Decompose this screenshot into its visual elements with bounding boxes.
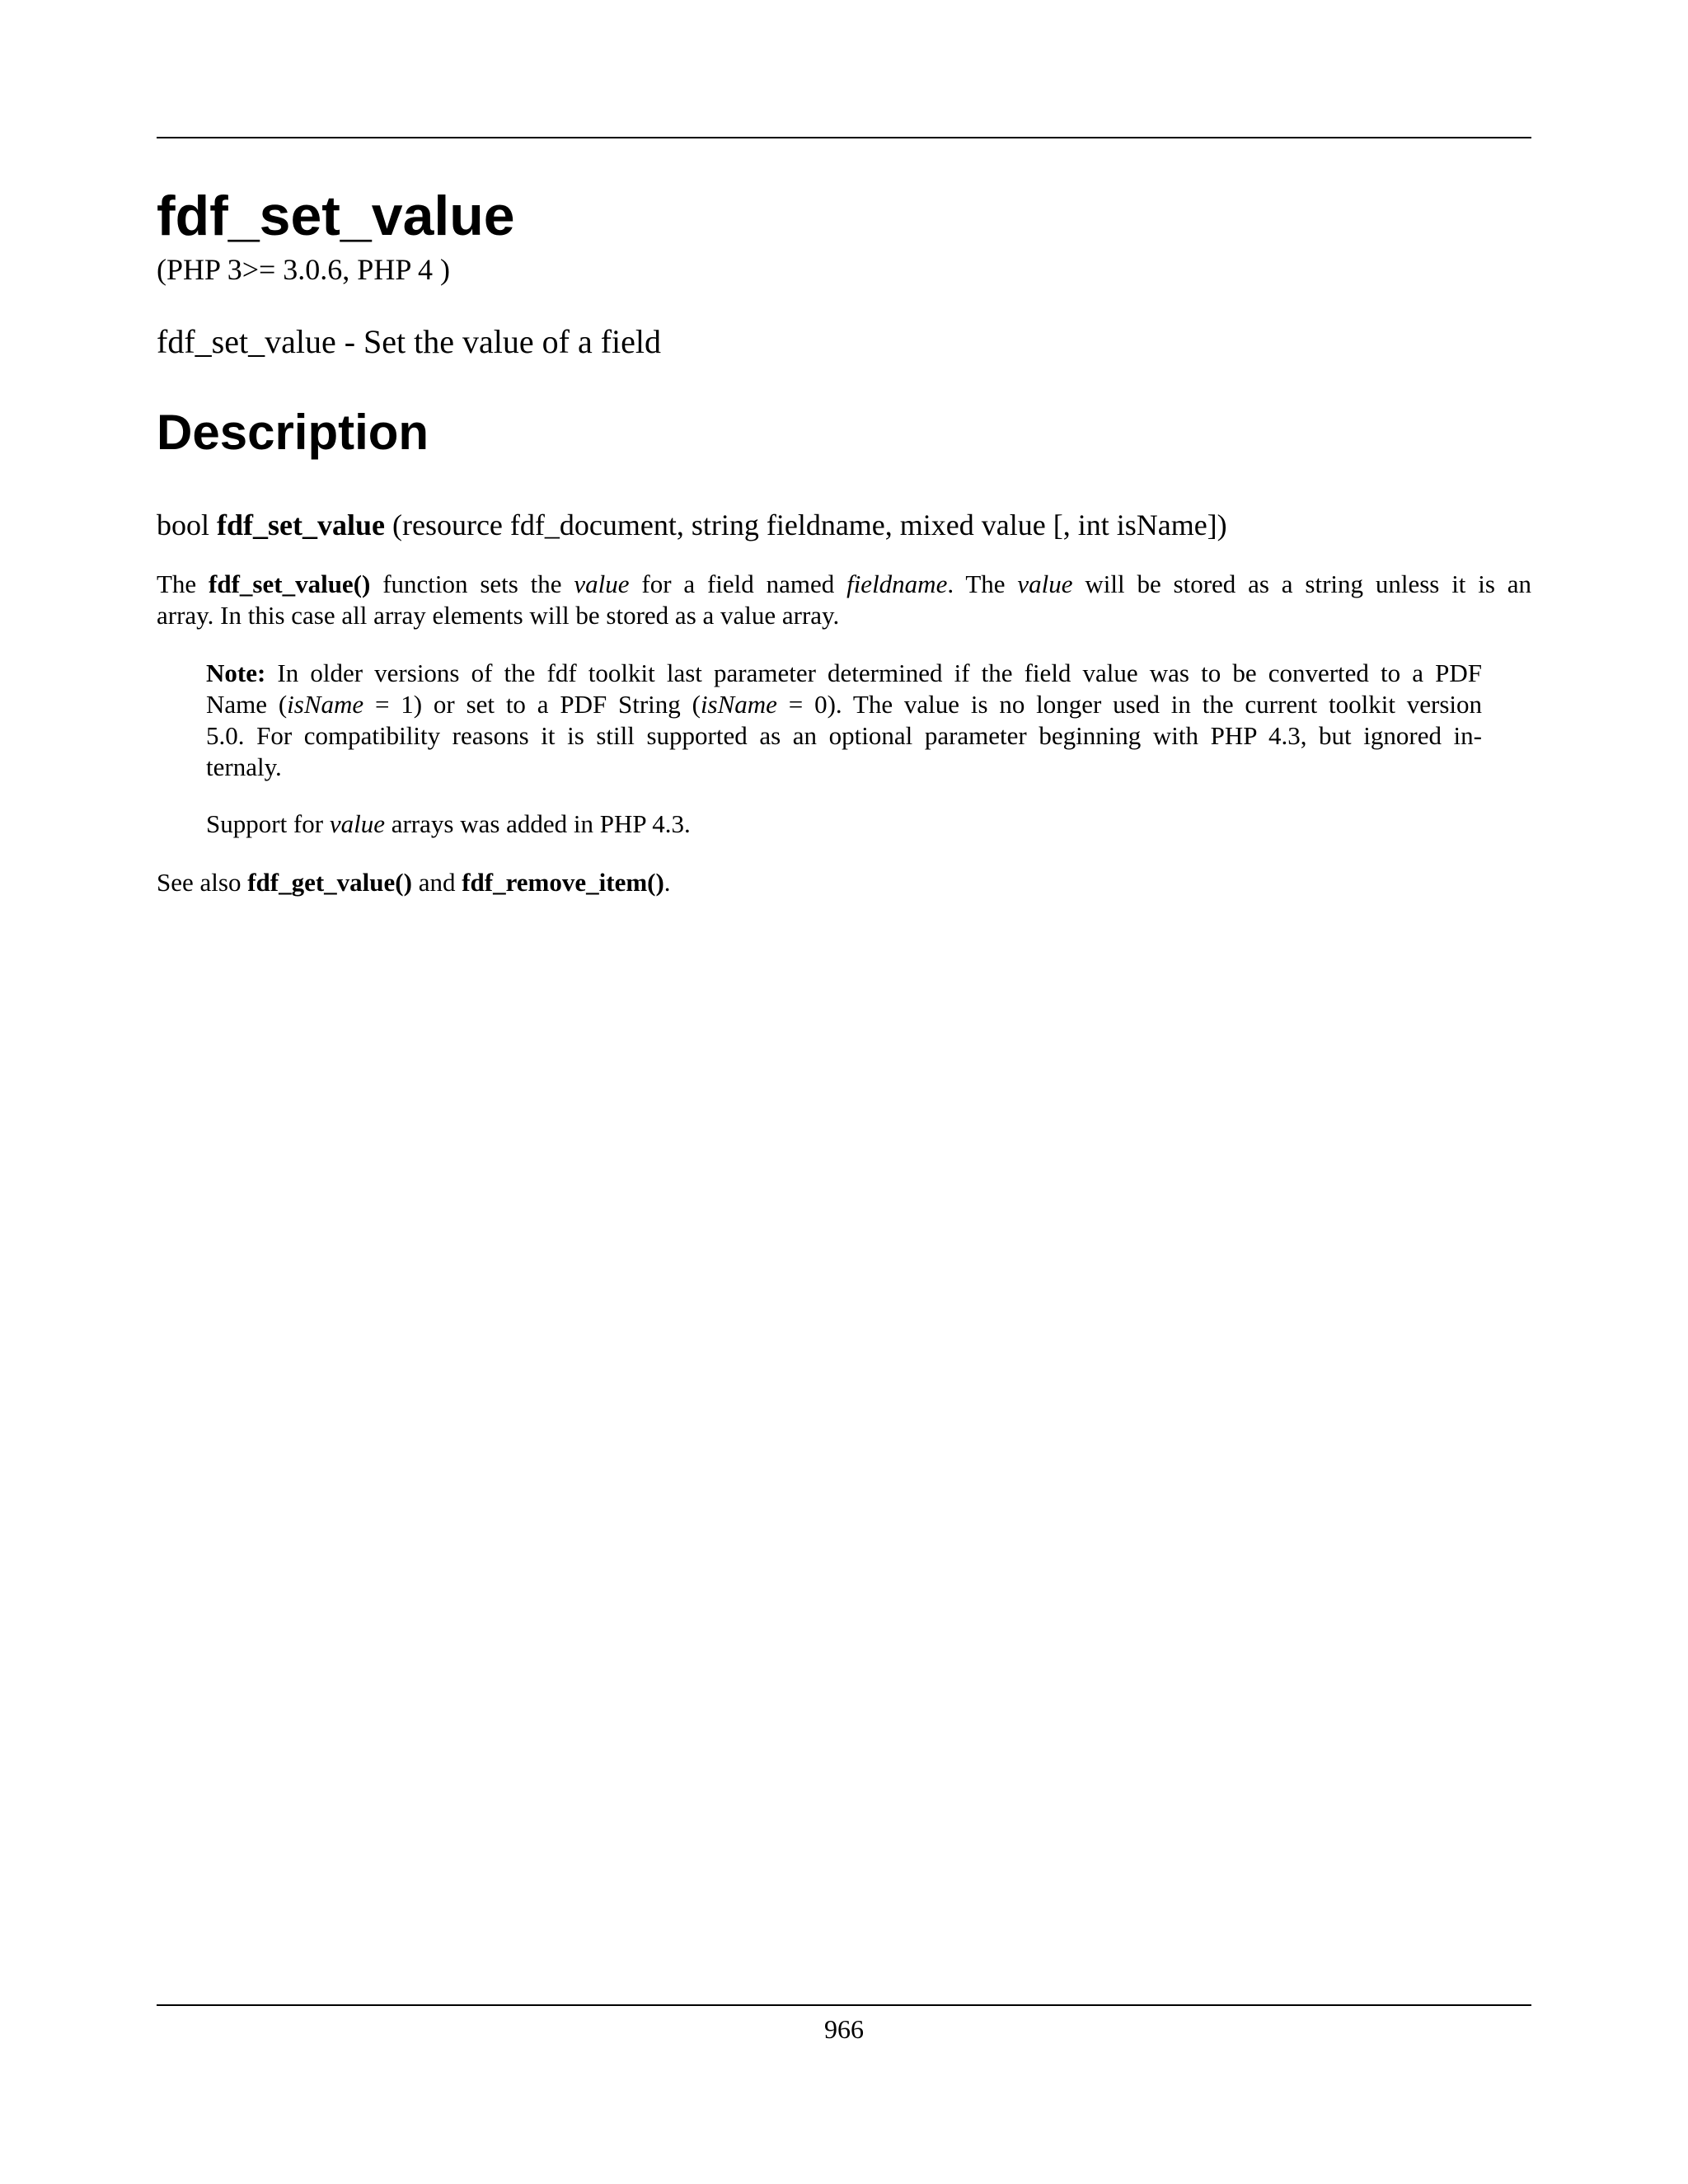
note-block	[206, 658, 1482, 783]
see-also: See also fdf_get_value() and fdf_remove_item().	[157, 868, 671, 897]
synopsis-return-type: bool	[157, 509, 210, 541]
note-line-4: ternaly.	[206, 752, 282, 781]
param-value: value	[329, 809, 385, 838]
footer-rule	[157, 2004, 1531, 2006]
param-isname: isName	[287, 690, 364, 719]
param-value: value	[574, 569, 630, 598]
description-line-1: The fdf_set_value() function sets the value for a field named fieldname. The value will be stored as a string unless it is an	[157, 569, 1532, 598]
function-reference: fdf_set_value()	[209, 569, 371, 598]
version-info: (PHP 3>= 3.0.6, PHP 4 )	[157, 253, 450, 286]
synopsis-function-name: fdf_set_value	[217, 509, 385, 541]
note-label: Note:	[206, 658, 266, 687]
see-also-link-fdf-remove-item[interactable]: fdf_remove_item()	[462, 868, 664, 897]
see-also-link-fdf-get-value[interactable]: fdf_get_value()	[247, 868, 412, 897]
function-synopsis	[157, 510, 1227, 540]
note-line-2: Name (isName = 1) or set to a PDF String (isName = 0). The value is no longer used in the current toolkit version	[206, 690, 1483, 719]
support-note: Support for value arrays was added in PHP 4.3.	[206, 809, 691, 838]
note-line-1: Note: In older versions of the fdf toolkit last parameter determined if the field value was to be converted to a PDF	[206, 658, 1483, 687]
header-rule	[157, 137, 1531, 138]
param-isname: isName	[700, 690, 777, 719]
description-paragraph	[157, 569, 1531, 631]
description-line-2: array. In this case all array elements will be stored as a value array.	[157, 601, 840, 630]
refname-summary: fdf_set_value - Set the value of a field	[157, 323, 661, 360]
param-fieldname: fieldname	[846, 569, 948, 598]
param-value: value	[1017, 569, 1073, 598]
page-number: 966	[824, 2014, 864, 2044]
page-title: fdf_set_value	[157, 185, 515, 247]
section-title-description: Description	[157, 405, 429, 460]
note-line-3: 5.0. For compatibility reasons it is still supported as an optional parameter beginning with PHP 4.3, but ignored in-	[206, 721, 1482, 750]
synopsis-params: (resource fdf_document, string fieldname, mixed value [, int isName])	[392, 509, 1227, 541]
